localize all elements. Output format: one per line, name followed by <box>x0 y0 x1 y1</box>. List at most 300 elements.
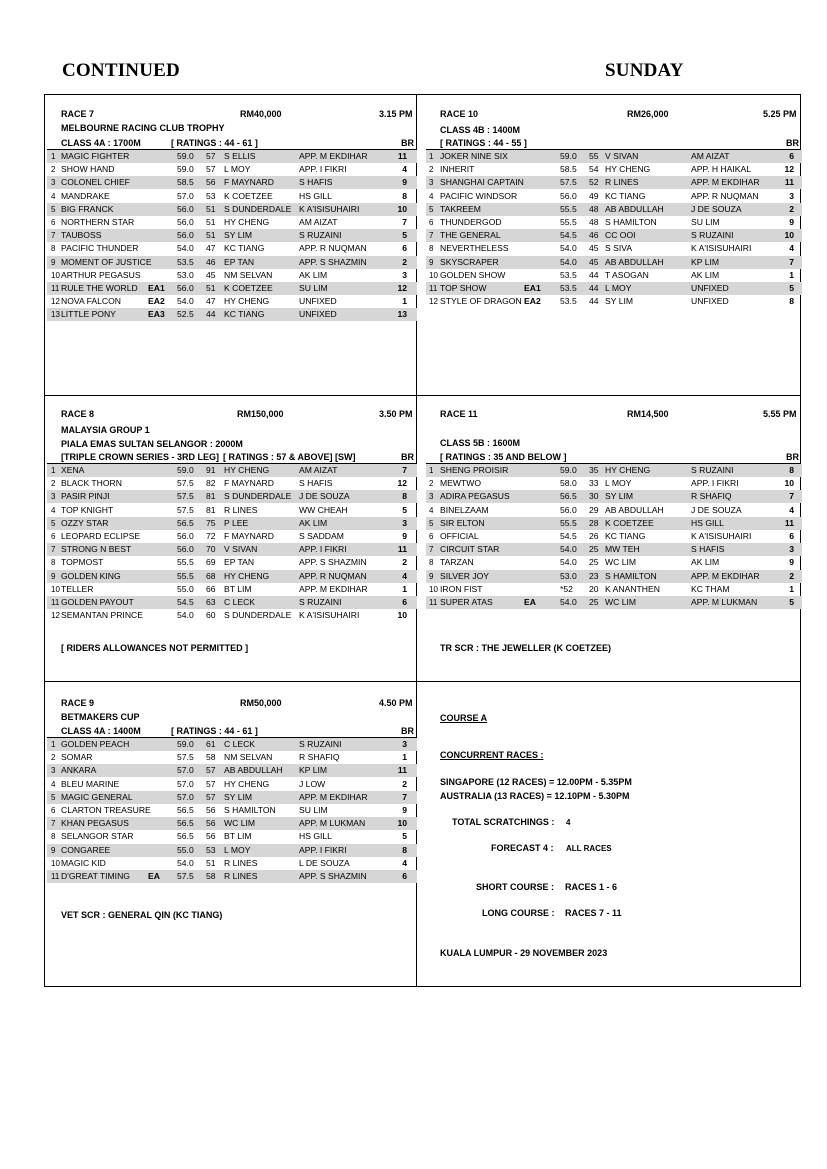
table-row <box>47 870 417 883</box>
barrier: 12 <box>784 164 794 175</box>
barrier: 9 <box>789 557 794 568</box>
runner-number: 10 <box>51 584 60 594</box>
weight: 56.5 <box>560 491 577 502</box>
trainer-name: K A'ISISUHAIRI <box>299 203 360 214</box>
table-row <box>47 791 417 804</box>
jockey-name: L MOY <box>224 844 251 855</box>
rating: 57 <box>206 765 216 776</box>
barrier: 4 <box>402 570 407 581</box>
weight: 54.5 <box>560 230 577 241</box>
runner-number: 3 <box>51 178 56 188</box>
trainer-name: APP. I FIKRI <box>691 478 739 489</box>
table-row <box>47 817 417 830</box>
table-row <box>47 282 417 295</box>
emergency-acceptor: EA1 <box>524 283 541 293</box>
rating: 51 <box>206 203 216 214</box>
trainer-name: APP. M LUKMAN <box>691 597 758 607</box>
horse-name: PACIFIC THUNDER <box>61 243 139 254</box>
runner-number: 3 <box>51 492 56 502</box>
rating: 56 <box>206 818 216 829</box>
venue-date: KUALA LUMPUR - 29 NOVEMBER 2023 <box>440 948 608 958</box>
jockey-name: AB ABDULLAH <box>224 765 283 776</box>
runner-number: 6 <box>51 806 56 815</box>
runner-number: 9 <box>51 845 56 855</box>
total-scratchings-value: 4 <box>566 818 571 827</box>
runner-number: 12 <box>51 611 60 621</box>
table-row <box>426 190 802 203</box>
horse-name: TELLER <box>61 583 94 594</box>
runner-number: 10 <box>429 584 438 594</box>
table-row <box>426 282 802 295</box>
jockey-name: CC OOI <box>605 230 636 241</box>
race-heading <box>47 408 417 421</box>
race-prize: RM50,000 <box>240 698 282 708</box>
rating: 60 <box>206 610 216 621</box>
runner-number: 4 <box>429 191 434 201</box>
jockey-name: K COETZEE <box>605 517 654 528</box>
horse-name: SHENG PROISIR <box>440 465 509 475</box>
jockey-name: NM SELVAN <box>224 269 273 280</box>
rating: 72 <box>206 531 216 541</box>
horse-name: GOLDEN PAYOUT <box>61 597 134 607</box>
barrier: 5 <box>789 597 794 607</box>
runner-number: 7 <box>429 231 434 241</box>
barrier: 5 <box>402 230 407 241</box>
weight: 53.0 <box>560 570 577 581</box>
rating: 25 <box>589 544 599 555</box>
rating: 51 <box>206 217 216 227</box>
runner-number: 9 <box>51 257 56 267</box>
total-scratchings-label: TOTAL SCRATCHINGS : <box>452 817 555 827</box>
barrier: 2 <box>789 570 794 581</box>
weight: 56.0 <box>177 544 194 555</box>
runner-number: 1 <box>51 152 56 161</box>
rating: 44 <box>589 296 599 307</box>
rating: 48 <box>589 203 599 214</box>
weight: 57.5 <box>177 504 194 515</box>
table-row <box>426 490 802 503</box>
horse-name: BIG FRANCK <box>61 203 114 214</box>
australia-races: AUSTRALIA (13 RACES) = 12.10PM - 5.30PM <box>440 791 630 801</box>
trainer-name: AK LIM <box>691 269 720 280</box>
table-row <box>47 256 417 269</box>
trainer-name: UNFIXED <box>299 296 337 307</box>
forecast-label: FORECAST 4 : <box>491 843 554 853</box>
horse-name: NORTHERN STAR <box>61 217 135 227</box>
trainer-name: APP. R NUQMAN <box>299 243 367 254</box>
trainer-name: S RUZAINI <box>299 230 342 241</box>
table-row <box>47 751 417 764</box>
horse-name: MEWTWO <box>440 478 482 489</box>
rating: 46 <box>206 256 216 267</box>
runner-number: 6 <box>51 532 56 541</box>
barrier: 8 <box>402 844 407 855</box>
trainer-name: KC THAM <box>691 583 730 594</box>
concurrent-races-label: CONCURRENT RACES : <box>440 750 544 760</box>
jockey-name: C LECK <box>224 597 256 607</box>
jockey-name: EP TAN <box>224 557 255 568</box>
runner-number: 3 <box>429 492 434 502</box>
horse-name: MOMENT OF JUSTICE <box>61 256 152 267</box>
horse-name: NEVERTHELESS <box>440 243 509 254</box>
race-time: 3.50 PM <box>379 409 413 419</box>
runner-number: 5 <box>429 204 434 214</box>
jockey-name: S DUNDERDALE <box>224 610 292 621</box>
horse-name: CLARTON TREASURE <box>61 805 151 815</box>
horse-name: PACIFIC WINDSOR <box>440 190 518 201</box>
barrier: 2 <box>402 557 407 568</box>
horse-name: LITTLE PONY <box>61 309 116 320</box>
race-number: RACE 11 <box>440 409 478 419</box>
weight: 55.0 <box>177 844 194 855</box>
horse-name: XENA <box>61 465 85 475</box>
weight: 54.5 <box>560 531 577 541</box>
race-prize: RM26,000 <box>627 109 669 119</box>
weight: 53.5 <box>560 269 577 280</box>
trainer-name: APP. S SHAZMIN <box>299 256 367 267</box>
trainer-name: WW CHEAH <box>299 504 348 515</box>
barrier: 8 <box>402 190 407 201</box>
weight: 59.0 <box>177 739 194 749</box>
trainer-name: UNFIXED <box>691 283 729 293</box>
horse-name: TARZAN <box>440 557 474 568</box>
weight: 58.5 <box>177 177 194 188</box>
barrier: 3 <box>402 739 407 749</box>
race-time: 4.50 PM <box>379 698 413 708</box>
barrier: 8 <box>402 491 407 502</box>
jockey-name: HY CHENG <box>224 778 270 789</box>
race-name: BETMAKERS CUP <box>61 712 140 722</box>
trainer-name: HS GILL <box>299 190 332 201</box>
jockey-name: SY LIM <box>224 230 253 241</box>
runner-number: 2 <box>51 479 56 489</box>
trainer-name: APP. I FIKRI <box>299 844 347 855</box>
weight: 56.5 <box>177 517 194 528</box>
runner-number: 8 <box>51 832 56 842</box>
barrier: 3 <box>402 269 407 280</box>
trainer-name: R SHAFIQ <box>299 752 340 763</box>
rating: 70 <box>206 544 216 555</box>
horse-name: IRON FIST <box>440 583 483 594</box>
table-row <box>426 530 802 543</box>
rating: 47 <box>206 296 216 307</box>
race-ratings: [ RATINGS : 44 - 61 ] <box>171 726 258 736</box>
race-class: [TRIPLE CROWN SERIES - 3RD LEG] <box>61 452 220 462</box>
table-row <box>426 477 802 490</box>
jockey-name: AB ABDULLAH <box>605 203 664 214</box>
weight: 57.0 <box>177 190 194 201</box>
trainer-name: APP. M LUKMAN <box>299 818 366 829</box>
table-row <box>426 570 802 583</box>
trainer-name: S RUZAINI <box>691 230 734 241</box>
weight: 57.5 <box>560 177 577 188</box>
trainer-name: APP. M EKDIHAR <box>691 177 760 188</box>
weight: 56.0 <box>560 504 577 515</box>
horse-name: NOVA FALCON <box>61 296 122 307</box>
race-ratings: [ RATINGS : 44 - 55 ] <box>440 138 527 148</box>
barrier: 1 <box>789 269 794 280</box>
rating: 63 <box>206 597 216 607</box>
table-row <box>426 543 802 556</box>
rating: 49 <box>589 190 599 201</box>
row-divider-2 <box>44 681 801 682</box>
runner-number: 1 <box>429 466 434 475</box>
barrier: 10 <box>397 610 407 621</box>
table-row <box>426 150 802 163</box>
trainer-name: SU LIM <box>299 805 328 815</box>
table-row <box>47 216 417 229</box>
weight: 59.0 <box>177 164 194 175</box>
runner-number: 7 <box>429 545 434 555</box>
table-row <box>426 176 802 189</box>
trainer-name: APP. M EKDIHAR <box>299 583 368 594</box>
runner-number: 11 <box>51 872 60 881</box>
weight: 57.5 <box>177 871 194 881</box>
barrier: 6 <box>789 151 794 161</box>
emergency-acceptor: EA1 <box>148 283 165 293</box>
table-row <box>47 830 417 843</box>
weight: 58.5 <box>560 164 577 175</box>
rating: 57 <box>206 778 216 789</box>
runner-number: 10 <box>51 858 60 868</box>
runner-number: 4 <box>51 191 56 201</box>
trainer-name: SU LIM <box>299 283 328 293</box>
table-row <box>426 242 802 255</box>
race-time: 5.25 PM <box>763 109 797 119</box>
table-row <box>47 190 417 203</box>
trainer-name: J LOW <box>299 778 326 789</box>
runner-number: 12 <box>51 297 60 307</box>
jockey-name: K COETZEE <box>224 190 273 201</box>
trainer-name: K A'ISISUHAIRI <box>299 610 360 621</box>
table-row <box>47 517 417 530</box>
weight: 53.0 <box>177 269 194 280</box>
barrier: 1 <box>402 752 407 763</box>
short-course-label: SHORT COURSE : <box>476 882 555 892</box>
runner-number: 7 <box>51 819 56 829</box>
barrier-header: BR <box>401 726 414 736</box>
weight: 55.5 <box>560 517 577 528</box>
table-row <box>47 203 417 216</box>
table-row <box>47 490 417 503</box>
weight: 56.0 <box>177 531 194 541</box>
trainer-name: KP LIM <box>691 256 720 267</box>
barrier: 2 <box>789 203 794 214</box>
horse-name: MAGIC GENERAL <box>61 791 133 802</box>
jockey-name: AB ABDULLAH <box>605 256 664 267</box>
race-class: CLASS 5B : 1600M <box>440 438 521 448</box>
table-row <box>426 504 802 517</box>
table-row <box>47 295 417 308</box>
rating: 81 <box>206 491 216 502</box>
table-row <box>47 176 417 189</box>
horse-name: TOPMOST <box>61 557 104 568</box>
race-ratings: [ RATINGS : 35 AND BELOW ] <box>440 452 567 462</box>
weight: 57.5 <box>177 752 194 763</box>
race-name: MELBOURNE RACING CLUB TROPHY <box>61 123 225 133</box>
race-heading <box>47 108 417 121</box>
jockey-name: L MOY <box>605 283 632 293</box>
weight: 57.5 <box>177 478 194 489</box>
table-row <box>47 804 417 817</box>
jockey-name: KC TIANG <box>224 243 265 254</box>
rating: 28 <box>589 517 599 528</box>
runner-number: 3 <box>51 766 56 776</box>
race-name: MALAYSIA GROUP 1 <box>61 425 150 435</box>
trainer-name: S RUZAINI <box>691 465 734 475</box>
horse-name: GOLDEN SHOW <box>440 269 506 280</box>
runner-number: 5 <box>51 204 56 214</box>
horse-name: TOP KNIGHT <box>61 504 114 515</box>
horse-name: COLONEL CHIEF <box>61 177 130 188</box>
horse-name: TAKREEM <box>440 203 481 214</box>
trainer-name: J DE SOUZA <box>299 491 350 502</box>
runner-number: 8 <box>51 244 56 254</box>
jockey-name: R LINES <box>224 857 258 868</box>
barrier: 1 <box>789 583 794 594</box>
trainer-name: KP LIM <box>299 765 328 776</box>
runner-number: 12 <box>429 297 438 307</box>
jockey-name: SY LIM <box>224 791 253 802</box>
trainer-name: J DE SOUZA <box>691 504 742 515</box>
table-row <box>47 242 417 255</box>
horse-name: D'GREAT TIMING <box>61 871 130 881</box>
runner-number: 8 <box>429 558 434 568</box>
table-row <box>47 738 417 751</box>
rating: 26 <box>589 531 599 541</box>
jockey-name: C LECK <box>224 739 256 749</box>
trainer-name: APP. M EKDIHAR <box>299 791 368 802</box>
runner-number: 10 <box>51 270 60 280</box>
runner-number: 5 <box>51 518 56 528</box>
horse-name: THE GENERAL <box>440 230 501 241</box>
table-row <box>426 517 802 530</box>
jockey-name: V SIVAN <box>224 544 258 555</box>
barrier: 4 <box>402 857 407 868</box>
barrier: 3 <box>789 544 794 555</box>
rating: 23 <box>589 570 599 581</box>
trainer-name: AM AIZAT <box>691 151 730 161</box>
runner-number: 2 <box>429 479 434 489</box>
barrier: 7 <box>789 491 794 502</box>
weight: 59.0 <box>177 465 194 475</box>
runner-number: 13 <box>51 310 60 320</box>
weight: 56.5 <box>177 831 194 842</box>
runner-number: 4 <box>51 779 56 789</box>
trainer-name: K A'ISISUHAIRI <box>691 531 752 541</box>
race-note: VET SCR : GENERAL QIN (KC TIANG) <box>61 910 223 920</box>
barrier: 7 <box>402 791 407 802</box>
horse-name: SIR ELTON <box>440 517 485 528</box>
weight: 58.0 <box>560 478 577 489</box>
jockey-name: F MAYNARD <box>224 478 274 489</box>
trainer-name: AK LIM <box>691 557 720 568</box>
trainer-name: APP. R NUQMAN <box>691 190 759 201</box>
barrier-header: BR <box>401 452 414 462</box>
horse-name: ADIRA PEGASUS <box>440 491 510 502</box>
race-prize: RM40,000 <box>240 109 282 119</box>
barrier: 6 <box>402 597 407 607</box>
horse-name: TOP SHOW <box>440 283 487 293</box>
trainer-name: K A'ISISUHAIRI <box>691 243 752 254</box>
horse-name: CIRCUIT STAR <box>440 544 500 555</box>
barrier: 13 <box>397 309 407 320</box>
horse-name: SOMAR <box>61 752 93 763</box>
horse-name: OZZY STAR <box>61 517 109 528</box>
runner-number: 4 <box>51 505 56 515</box>
barrier: 3 <box>402 517 407 528</box>
jockey-name: KC TIANG <box>605 190 646 201</box>
race-name-2: PIALA EMAS SULTAN SELANGOR : 2000M <box>61 439 243 449</box>
runner-number: 7 <box>51 545 56 555</box>
race-number: RACE 10 <box>440 109 479 119</box>
jockey-name: BT LIM <box>224 831 252 842</box>
rating: 53 <box>206 844 216 855</box>
barrier: 2 <box>402 256 407 267</box>
horse-name: RULE THE WORLD <box>61 283 138 293</box>
table-row <box>426 269 802 282</box>
runner-number: 2 <box>429 165 434 175</box>
jockey-name: V SIVAN <box>605 151 639 161</box>
trainer-name: J DE SOUZA <box>691 203 742 214</box>
table-row <box>426 464 802 477</box>
weight: 56.5 <box>177 818 194 829</box>
rating: 20 <box>589 583 599 594</box>
jockey-name: L MOY <box>224 164 251 175</box>
jockey-name: R LINES <box>224 504 258 515</box>
runner-number: 1 <box>51 740 56 749</box>
horse-name: MAGIC FIGHTER <box>61 151 130 161</box>
horse-name: KHAN PEGASUS <box>61 818 129 829</box>
jockey-name: BT LIM <box>224 583 252 594</box>
emergency-acceptor: EA <box>148 871 160 881</box>
trainer-name: AM AIZAT <box>299 465 338 475</box>
runner-number: 10 <box>429 270 438 280</box>
race-ratings: [ RATINGS : 44 - 61 ] <box>171 138 258 148</box>
runner-number: 6 <box>429 218 434 227</box>
runner-number: 8 <box>429 244 434 254</box>
barrier: 11 <box>784 177 794 188</box>
horse-name: SHOW HAND <box>61 164 115 175</box>
barrier: 3 <box>789 190 794 201</box>
barrier: 1 <box>402 583 407 594</box>
runner-number: 6 <box>429 532 434 541</box>
runner-number: 2 <box>51 753 56 763</box>
horse-name: SEMANTAN PRINCE <box>61 610 143 621</box>
race-time: 3.15 PM <box>379 109 413 119</box>
rating: 56 <box>206 831 216 842</box>
weight: 56.0 <box>560 190 577 201</box>
weight: 57.0 <box>177 765 194 776</box>
jockey-name: HY CHENG <box>605 465 651 475</box>
barrier: 5 <box>402 504 407 515</box>
short-course-value: RACES 1 - 6 <box>565 882 618 892</box>
trainer-name: APP. S SHAZMIN <box>299 871 367 881</box>
barrier: 7 <box>789 256 794 267</box>
table-row <box>47 163 417 176</box>
jockey-name: F MAYNARD <box>224 531 274 541</box>
trainer-name: AM AIZAT <box>299 217 338 227</box>
jockey-name: S DUNDERDALE <box>224 203 292 214</box>
jockey-name: S HAMILTON <box>605 570 657 581</box>
barrier: 12 <box>397 283 407 293</box>
rating: 45 <box>206 269 216 280</box>
weight: 54.0 <box>560 597 577 607</box>
weight: 54.5 <box>177 597 194 607</box>
barrier: 7 <box>402 217 407 227</box>
trainer-name: S HAFIS <box>299 478 333 489</box>
jockey-name: T ASOGAN <box>605 269 649 280</box>
